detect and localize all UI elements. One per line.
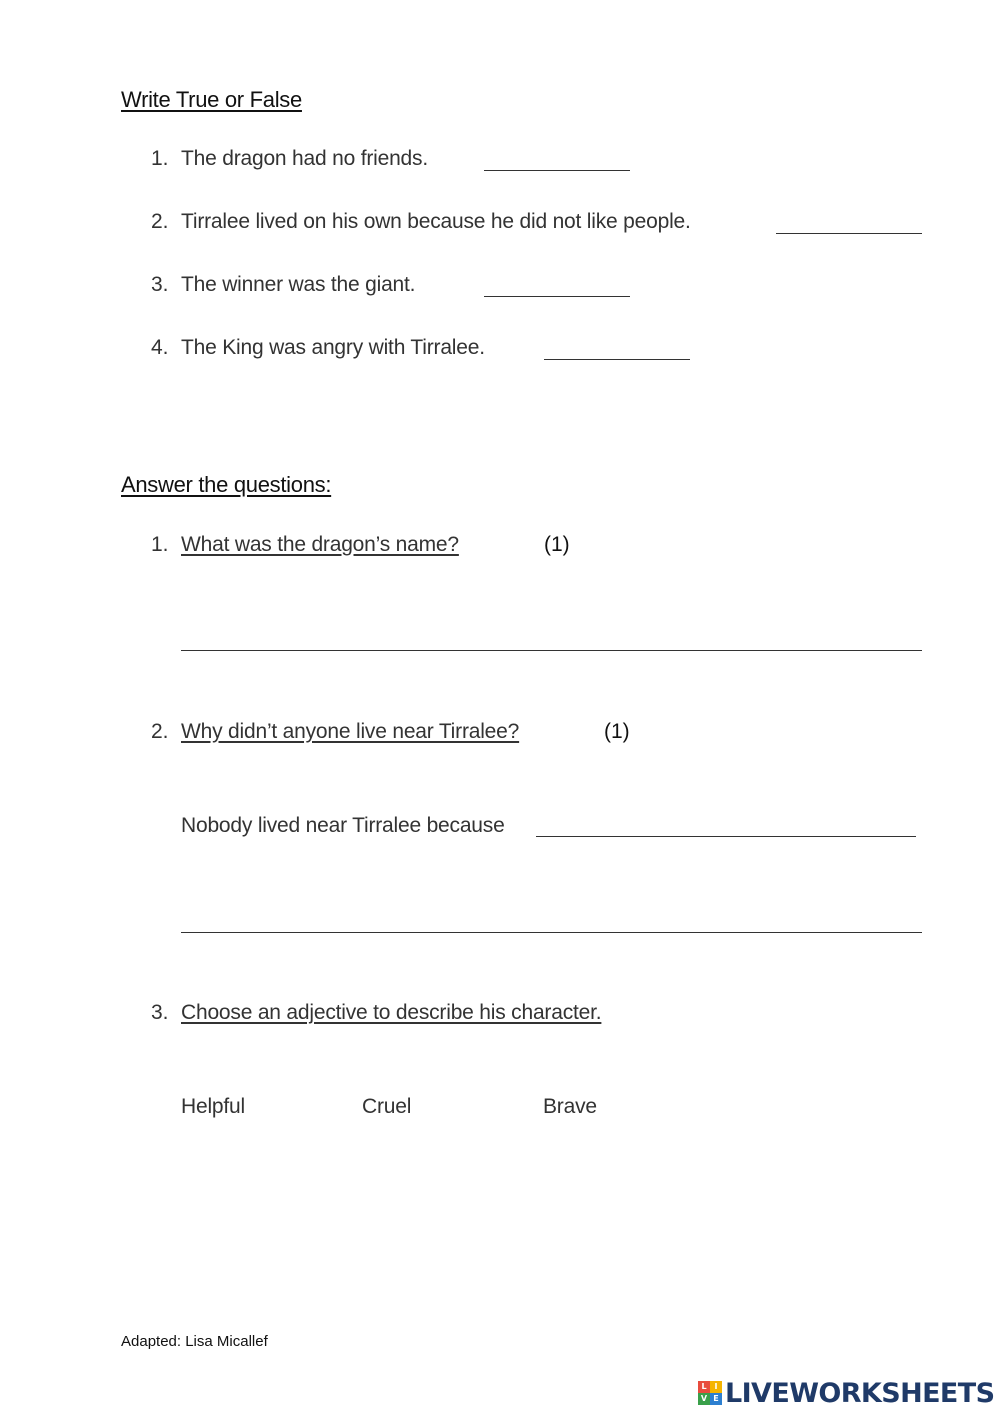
answer-blank[interactable] [484, 170, 630, 171]
option-cruel[interactable]: Cruel [362, 1095, 412, 1118]
answer-line[interactable] [181, 932, 922, 933]
answer-blank[interactable] [484, 296, 630, 297]
logo-tile: L [698, 1381, 710, 1393]
item-number: 2. [151, 210, 169, 233]
section-heading-true-false: Write True or False [121, 87, 302, 112]
sentence-starter: Nobody lived near Tirralee because [181, 814, 505, 837]
logo-wordmark: LIVEWORKSHEETS [725, 1377, 995, 1409]
item-number: 4. [151, 336, 169, 359]
liveworksheets-logo [698, 1378, 994, 1408]
item-number: 3. [151, 273, 169, 296]
question-text: Why didn’t anyone live near Tirralee? [181, 720, 520, 743]
item-number: 1. [151, 147, 169, 170]
marks-label: (1) [544, 533, 570, 556]
marks-label: (1) [604, 720, 630, 743]
question-number: 2. [151, 720, 169, 743]
option-helpful[interactable]: Helpful [181, 1095, 245, 1118]
question-text: What was the dragon’s name? [181, 533, 459, 556]
statement-text: The dragon had no friends. [181, 147, 428, 170]
liveworksheets-logo-icon [698, 1381, 722, 1405]
question-number: 1. [151, 533, 169, 556]
answer-blank[interactable] [776, 233, 922, 234]
logo-tile: E [710, 1393, 722, 1405]
section-heading-questions: Answer the questions: [121, 472, 332, 497]
answer-line[interactable] [536, 836, 916, 837]
logo-tile: I [710, 1381, 722, 1393]
question-text: Choose an adjective to describe his character. [181, 1001, 602, 1024]
logo-tile: V [698, 1393, 710, 1405]
statement-text: The King was angry with Tirralee. [181, 336, 485, 359]
option-brave[interactable]: Brave [543, 1095, 597, 1118]
statement-text: The winner was the giant. [181, 273, 416, 296]
footer-credit: Adapted: Lisa Micallef [121, 1333, 268, 1350]
answer-blank[interactable] [544, 359, 690, 360]
statement-text: Tirralee lived on his own because he did not like people. [181, 210, 691, 233]
question-number: 3. [151, 1001, 169, 1024]
answer-line[interactable] [181, 650, 922, 651]
